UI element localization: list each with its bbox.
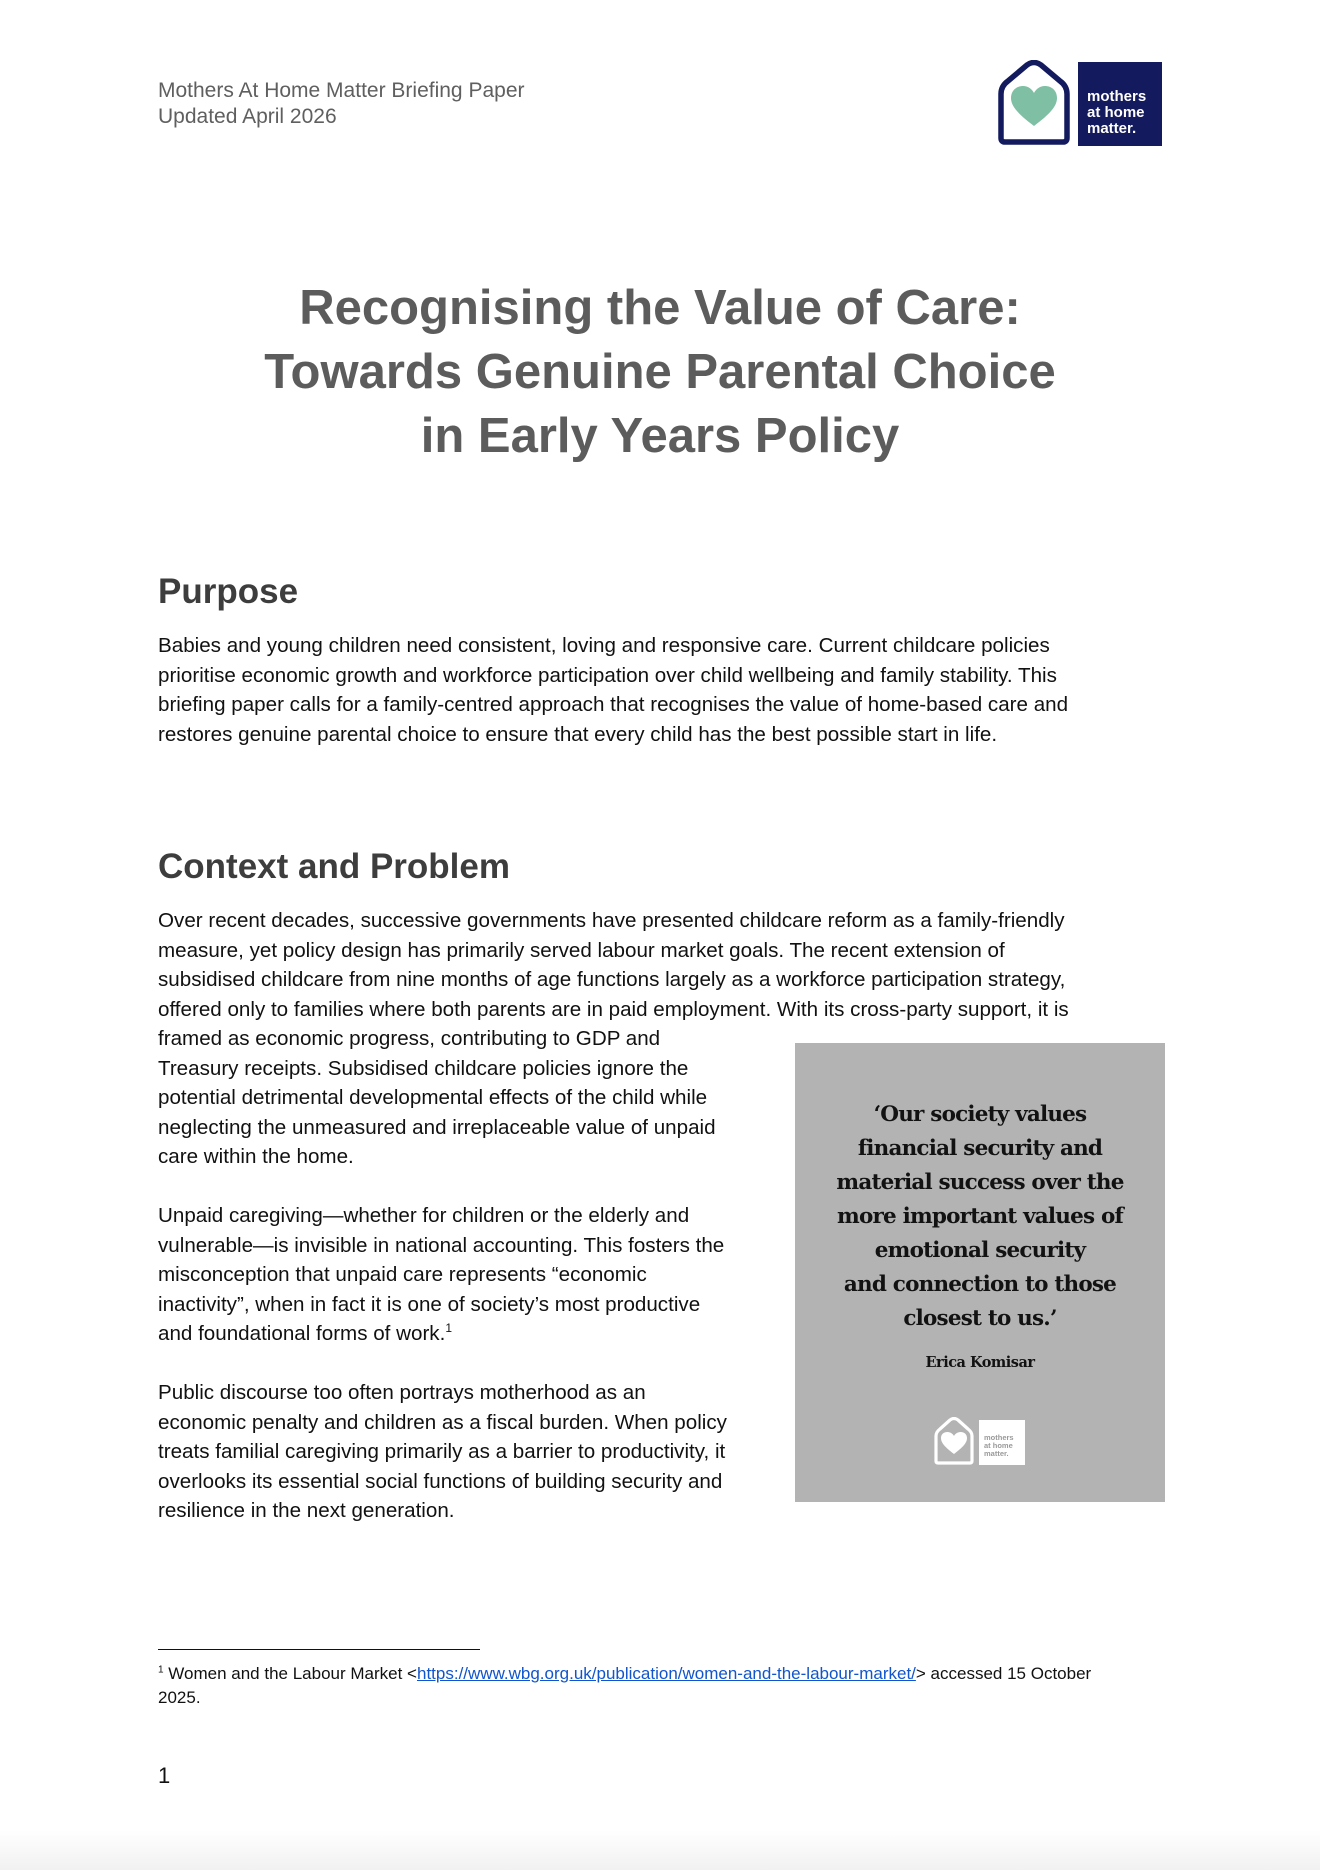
context-line: treats familial caregiving primarily as a barrier to productivity, it [158, 1440, 726, 1463]
context-line: resilience in the next generation. [158, 1499, 455, 1522]
title-line-2: Towards Genuine Parental Choice [264, 345, 1056, 399]
footnote-number: 1 [158, 1664, 164, 1676]
title-line-3: in Early Years Policy [420, 409, 900, 463]
context-line: care within the home. [158, 1145, 354, 1168]
context-line-with-footnote [158, 1319, 724, 1349]
document-title [160, 276, 1160, 468]
footnote-line-1 [158, 1662, 1091, 1686]
context-heading: Context and Problem [158, 847, 510, 886]
pull-quote-box [795, 1043, 1165, 1502]
quote-line: financial security and [857, 1136, 1103, 1161]
context-line: potential detrimental developmental effects of the child while [158, 1086, 708, 1109]
quote-logo-wordmark [979, 1420, 1025, 1465]
purpose-line: prioritise economic growth and workforce participation over child wellbeing and family stability. This [158, 663, 1057, 687]
purpose-line: restores genuine parental choice to ensure that every child has the best possible start in life. [158, 722, 998, 746]
quote-logo [933, 1417, 1025, 1465]
context-line: misconception that unpaid care represents “economic [158, 1263, 647, 1286]
briefing-paper-label: Mothers At Home Matter Briefing Paper [158, 79, 525, 102]
updated-date: Updated April 2026 [158, 105, 337, 128]
footnote-link[interactable]: https://www.wbg.org.uk/publication/women-and-the-labour-market/ [416, 1664, 916, 1683]
logo-word-2: at home [1087, 104, 1145, 121]
context-line: Unpaid caregiving—whether for children or the elderly and [158, 1204, 690, 1227]
context-line: vulnerable—is invisible in national accounting. This fosters the [158, 1233, 725, 1257]
quote-logo-word-3: matter. [984, 1449, 1009, 1458]
context-line: inactivity”, when in fact it is one of society’s most productive [158, 1292, 701, 1316]
context-line: neglecting the unmeasured and irreplaceable value of unpaid [158, 1115, 716, 1139]
purpose-paragraph [158, 631, 1068, 749]
logo-word-3: matter. [1087, 120, 1137, 137]
quote-line: emotional security [874, 1238, 1086, 1263]
context-line: economic penalty and children as a fiscal burden. When policy [158, 1410, 727, 1434]
organisation-logo [996, 60, 1162, 146]
purpose-heading: Purpose [158, 572, 299, 611]
quote-logo-word-2: at home [984, 1441, 1013, 1450]
page-bottom-shade [0, 1830, 1320, 1870]
footnote-divider [158, 1649, 480, 1650]
footnote-text-before: Women and the Labour Market < [163, 1664, 417, 1683]
logo-word-1: mothers [1087, 88, 1147, 105]
quote-logo-word-1: mothers [984, 1433, 1014, 1442]
context-line: subsidised childcare from nine months of age functions largely as a workforce participation strategy, [158, 968, 1066, 991]
footnote-line-2: 2025. [158, 1688, 201, 1707]
context-line: measure, yet policy design has primarily served labour market goals. The recent extension of [158, 938, 1005, 962]
pull-quote-text [795, 1098, 1165, 1336]
quote-author: Erica Komisar [925, 1354, 1035, 1371]
house-heart-icon [933, 1417, 975, 1465]
quote-line: more important values of [837, 1204, 1123, 1229]
context-line: offered only to families where both parents are in paid employment. With its cross-party support, it is [158, 997, 1069, 1021]
context-line: Over recent decades, successive governments have presented childcare reform as a family-friendly [158, 909, 1065, 932]
footnote [158, 1662, 1091, 1710]
footnote-reference[interactable]: 1 [445, 1321, 453, 1336]
quote-line: closest to us.’ [903, 1306, 1057, 1331]
context-line: overlooks its essential social functions of building security and [158, 1469, 723, 1493]
quote-line: material success over the [836, 1170, 1124, 1195]
context-paragraph-2 [158, 1201, 724, 1349]
context-line: framed as economic progress, contributing to GDP and [158, 1027, 661, 1050]
page-number: 1 [158, 1763, 171, 1788]
context-paragraph-3 [158, 1378, 727, 1526]
context-line-text: and foundational forms of work. [158, 1322, 446, 1345]
title-line-1: Recognising the Value of Care: [299, 281, 1021, 335]
purpose-line: briefing paper calls for a family-centred approach that recognises the value of home-based care and [158, 693, 1069, 716]
context-line: Public discourse too often portrays motherhood as an [158, 1381, 646, 1404]
quote-line: and connection to those [843, 1272, 1117, 1297]
house-heart-icon [996, 60, 1072, 146]
quote-line: ‘Our society values [873, 1102, 1087, 1127]
context-line: Treasury receipts. Subsidised childcare policies ignore the [158, 1056, 689, 1080]
logo-wordmark [1078, 62, 1162, 146]
footnote-text-after: > accessed 15 October [915, 1664, 1092, 1683]
purpose-line: Babies and young children need consistent, loving and responsive care. Current childcare policies [158, 634, 1050, 657]
